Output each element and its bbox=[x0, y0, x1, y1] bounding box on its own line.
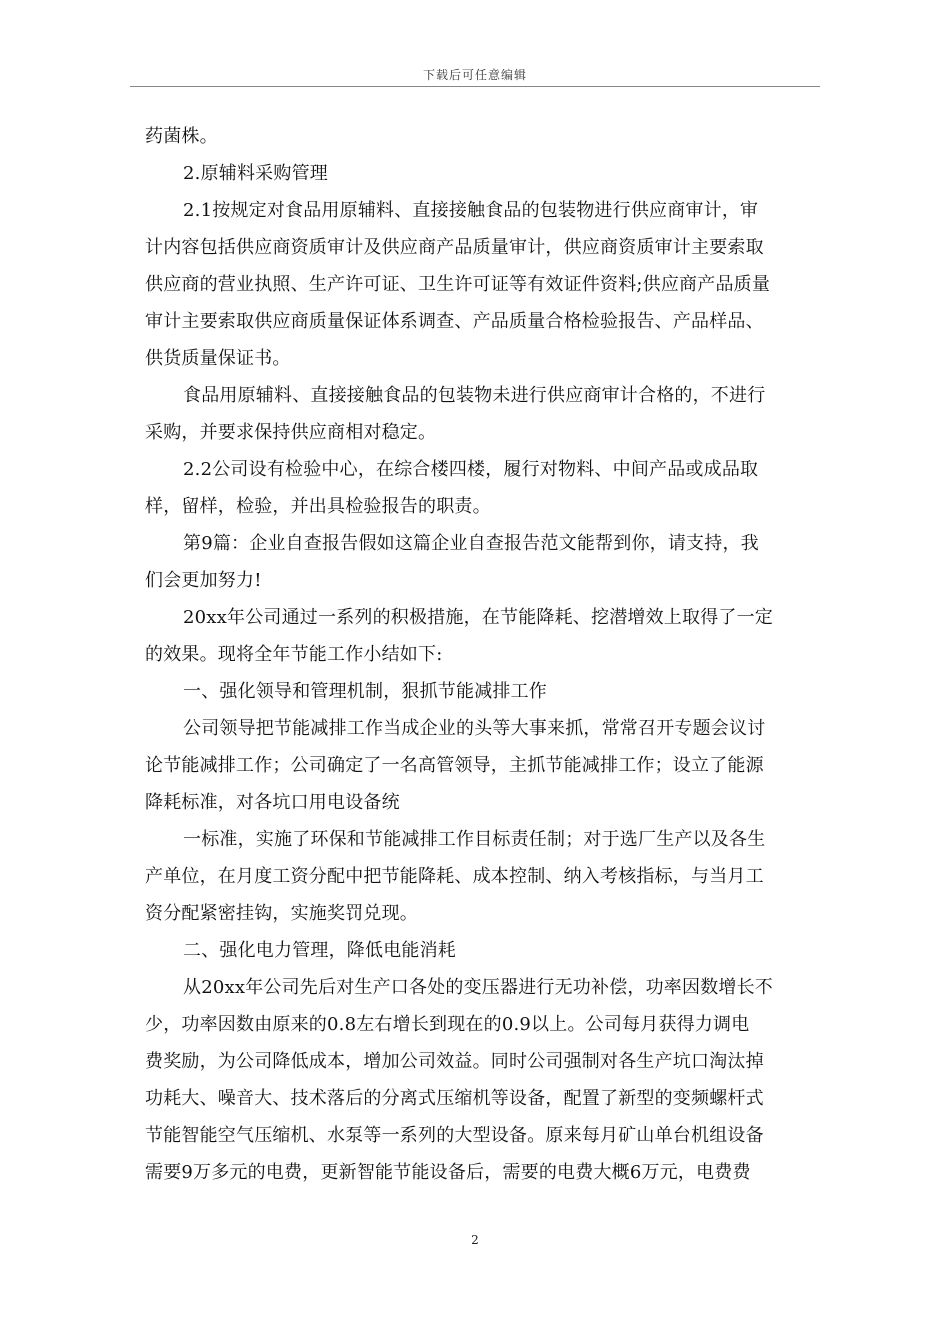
text-line: 2.2公司设有检验中心，在综合楼四楼，履行对物料、中间产品或成品取 bbox=[183, 459, 759, 480]
text-line: 采购，并要求保持供应商相对稳定。 bbox=[145, 422, 437, 443]
text-line: 少，功率因数由原来的0.8左右增长到现在的0.9以上。公司每月获得力调电 bbox=[145, 1014, 750, 1035]
text-line: 计内容包括供应商资质审计及供应商产品质量审计，供应商资质审计主要索取 bbox=[145, 237, 764, 258]
text-line: 一标准，实施了环保和节能减排工作目标责任制；对于选厂生产以及各生 bbox=[183, 829, 766, 850]
text-line: 供应商的营业执照、生产许可证、卫生许可证等有效证件资料;供应商产品质量 bbox=[145, 274, 771, 295]
text-line: 的效果。现将全年节能工作小结如下: bbox=[145, 644, 443, 665]
text-line: 第9篇：企业自查报告假如这篇企业自查报告范文能帮到你，请支持，我 bbox=[183, 533, 759, 554]
text-line: 资分配紧密挂钩，实施奖罚兑现。 bbox=[145, 903, 418, 924]
text-line: 节能智能空气压缩机、水泵等一系列的大型设备。原来每月矿山单台机组设备 bbox=[145, 1125, 764, 1146]
text-line: 药菌株。 bbox=[145, 126, 218, 147]
text-line: 需要9万多元的电费，更新智能节能设备后，需要的电费大概6万元，电费费 bbox=[145, 1162, 751, 1183]
text-line: 2.1按规定对食品用原辅料、直接接触食品的包装物进行供应商审计，审 bbox=[183, 200, 759, 221]
text-line: 样，留样，检验，并出具检验报告的职责。 bbox=[145, 496, 491, 517]
text-line: 审计主要索取供应商质量保证体系调查、产品质量合格检验报告、产品样品、 bbox=[145, 311, 764, 332]
page-header: 下载后可任意编辑 bbox=[422, 68, 527, 82]
text-line: 2.原辅料采购管理 bbox=[183, 163, 328, 184]
text-line: 论节能减排工作；公司确定了一名高管领导，主抓节能减排工作；设立了能源 bbox=[145, 755, 764, 776]
text-line: 费奖励，为公司降低成本，增加公司效益。同时公司强制对各生产坑口淘汰掉 bbox=[145, 1051, 764, 1072]
document-body bbox=[145, 118, 807, 1191]
text-line: 从20xx年公司先后对生产口各处的变压器进行无功补偿，功率因数增长不 bbox=[183, 977, 774, 998]
header-divider bbox=[130, 86, 820, 87]
text-line: 产单位，在月度工资分配中把节能降耗、成本控制、纳入考核指标，与当月工 bbox=[145, 866, 764, 887]
page-number: 2 bbox=[471, 1233, 479, 1247]
text-line: 们会更加努力! bbox=[145, 570, 262, 591]
section-heading: 一、强化领导和管理机制，狠抓节能减排工作 bbox=[183, 681, 547, 702]
text-line: 功耗大、噪音大、技术落后的分离式压缩机等设备，配置了新型的变频螺杆式 bbox=[145, 1088, 764, 1109]
text-line: 公司领导把节能减排工作当成企业的头等大事来抓，常常召开专题会议讨 bbox=[183, 718, 766, 739]
section-heading: 二、强化电力管理，降低电能消耗 bbox=[183, 940, 456, 961]
text-line: 降耗标准，对各坑口用电设备统 bbox=[145, 792, 400, 813]
text-line: 供货质量保证书。 bbox=[145, 348, 291, 369]
text-line: 20xx年公司通过一系列的积极措施，在节能降耗、挖潜增效上取得了一定 bbox=[183, 607, 774, 628]
text-line: 食品用原辅料、直接接触食品的包装物未进行供应商审计合格的，不进行 bbox=[183, 385, 766, 406]
